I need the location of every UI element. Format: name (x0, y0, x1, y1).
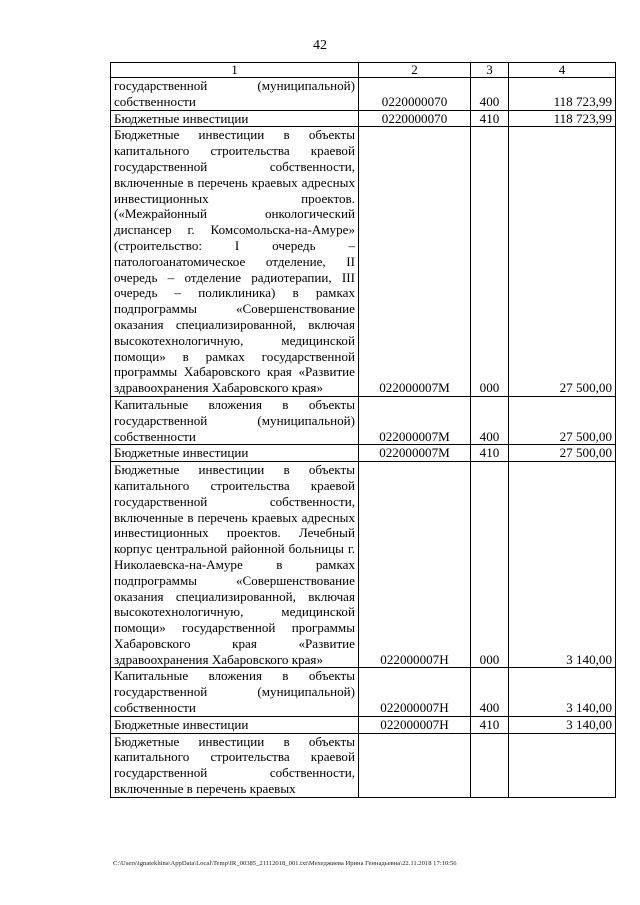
row-description: государственной (муниципальной) собственности (111, 78, 359, 111)
row-amount: 118 723,99 (509, 110, 616, 127)
table-row (111, 127, 616, 397)
row-expense-type (471, 733, 509, 797)
row-description: Бюджетные инвестиции в объекты капитального строительства краевой государственной собственности, включенные в перечень краевых адресных инвестиционных проектов. («Межрайонный онкологический диспансер г. Комсомольска-на-Амуре» (строительство: I очередь – патологоанатомическое отделение, II очередь – отделение радиотерапии, III очередь – поликлиника) в рамках подпрограммы «Совершенствование оказания специализированной, включая высокотехнологичную, медицинской помощи» в рамках государственной программы Хабаровского края «Развитие здравоохранения Хабаровского края» (111, 127, 359, 397)
column-header-3: 3 (471, 63, 509, 78)
table-row (111, 78, 616, 111)
row-expense-type: 400 (471, 668, 509, 716)
row-description: Бюджетные инвестиции (111, 716, 359, 733)
row-code: 022000007М (359, 127, 471, 397)
table-row (111, 462, 616, 668)
table-row (111, 110, 616, 127)
table-row (111, 396, 616, 444)
table-header (111, 63, 616, 78)
row-description: Капитальные вложения в объекты государственной (муниципальной) собственности (111, 668, 359, 716)
page-number: 42 (313, 38, 327, 53)
row-amount: 3 140,00 (509, 716, 616, 733)
row-amount (509, 733, 616, 797)
row-expense-type: 410 (471, 110, 509, 127)
row-code: 022000007М (359, 396, 471, 444)
table-row (111, 668, 616, 716)
row-code: 0220000070 (359, 110, 471, 127)
row-description: Бюджетные инвестиции в объекты капитального строительства краевой государственной собственности, включенные в перечень краевых (111, 733, 359, 797)
row-code: 022000007Н (359, 716, 471, 733)
row-expense-type: 000 (471, 127, 509, 397)
row-code: 022000007М (359, 445, 471, 462)
row-description: Бюджетные инвестиции (111, 110, 359, 127)
row-amount: 118 723,99 (509, 78, 616, 111)
row-amount: 27 500,00 (509, 396, 616, 444)
row-expense-type: 000 (471, 462, 509, 668)
row-description: Бюджетные инвестиции (111, 445, 359, 462)
column-header-2: 2 (359, 63, 471, 78)
row-description: Бюджетные инвестиции в объекты капитального строительства краевой государственной собственности, включенные в перечень краевых адресных инвестиционных проектов. Лечебный корпус центральной районной больницы г. Николаевска-на-Амуре в рамках подпрограммы «Совершенствование оказания специализированной, включая высокотехнологичную, медицинской помощи» государственной программы Хабаровского края «Развитие здравоохранения Хабаровского края» (111, 462, 359, 668)
row-code (359, 733, 471, 797)
budget-table (110, 62, 616, 798)
row-amount: 27 500,00 (509, 445, 616, 462)
column-header-1: 1 (111, 63, 359, 78)
row-expense-type: 400 (471, 78, 509, 111)
table-row (111, 716, 616, 733)
row-code: 0220000070 (359, 78, 471, 111)
row-description: Капитальные вложения в объекты государственной (муниципальной) собственности (111, 396, 359, 444)
table-row (111, 445, 616, 462)
row-expense-type: 410 (471, 445, 509, 462)
row-expense-type: 410 (471, 716, 509, 733)
row-expense-type: 400 (471, 396, 509, 444)
row-amount: 27 500,00 (509, 127, 616, 397)
column-header-4: 4 (509, 63, 616, 78)
row-amount: 3 140,00 (509, 668, 616, 716)
table-row (111, 733, 616, 797)
file-path-footer: C:\Users\ignatekhina\AppData\Local\Temp\IR_00385_21112018_001.txt\Мехеджиева Ирина Геннадьевна\22.11.2018 17:10:56 (113, 860, 457, 867)
row-amount: 3 140,00 (509, 462, 616, 668)
row-code: 022000007Н (359, 462, 471, 668)
row-code: 022000007Н (359, 668, 471, 716)
